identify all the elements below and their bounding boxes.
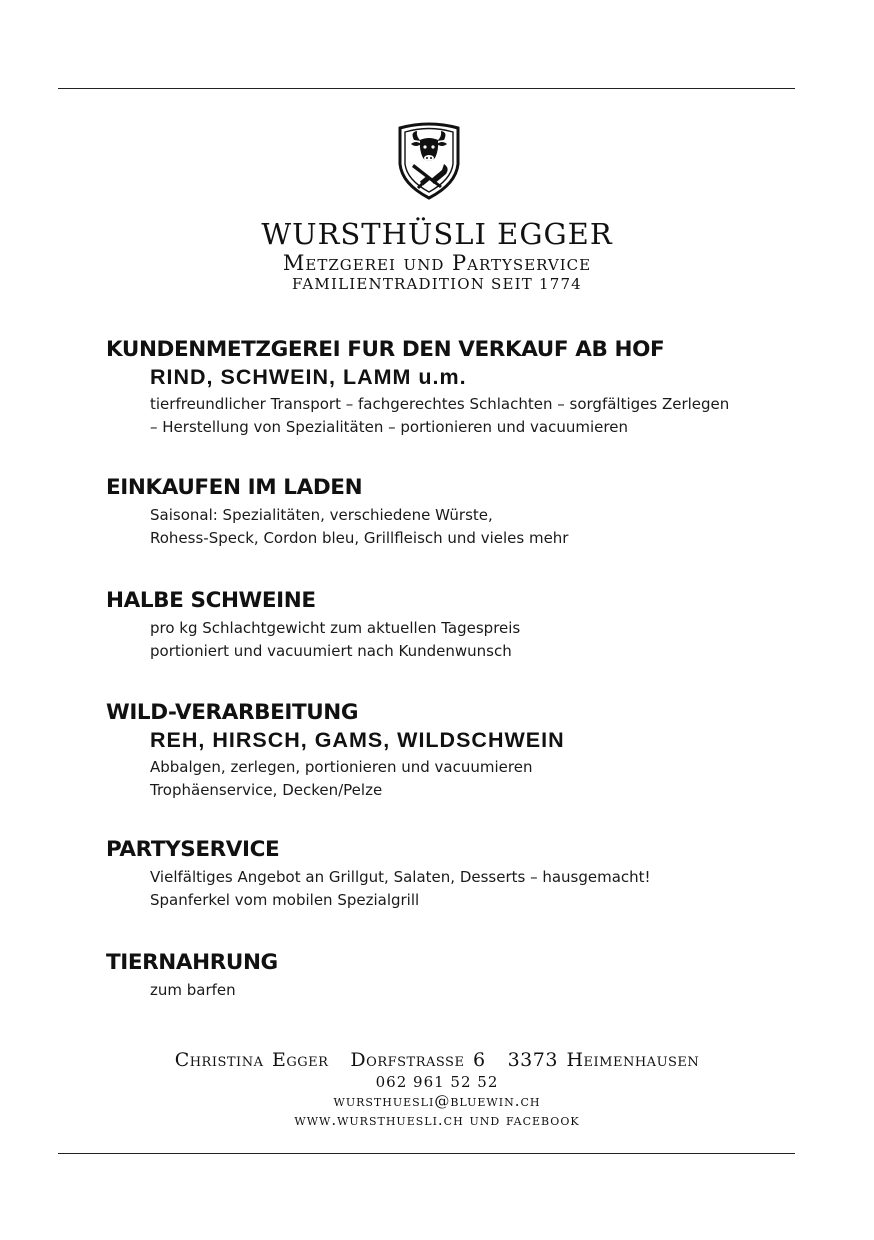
section-wild-verarbeitung [106,700,806,802]
section-tiernahrung [106,950,806,1002]
section-title: PARTYSERVICE [106,837,280,862]
section-title: TIERNAHRUNG [106,950,278,975]
section-line: zum barfen [150,981,236,999]
section-halbe-schweine [106,588,806,663]
contact-street: Dorfstrasse 6 [350,1049,486,1071]
section-line: Abbalgen, zerlegen, portionieren und vacuumieren [150,758,533,776]
section-line: Spanferkel vom mobilen Spezialgrill [150,891,420,909]
section-line: – Herstellung von Spezialitäten – portionieren und vacuumieren [150,418,628,436]
section-title: EINKAUFEN IM LADEN [106,475,363,500]
brand-tradition: FAMILIENTRADITION SEIT 1774 [292,275,582,293]
section-line: Saisonal: Spezialitäten, verschiedene Würste, [150,506,493,524]
section-line: Trophäenservice, Decken/Pelze [150,781,383,799]
section-title: HALBE SCHWEINE [106,588,316,613]
section-line: tierfreundlicher Transport – fachgerechtes Schlachten – sorgfältiges Zerlegen [150,395,730,413]
cow-head-crest-icon [394,120,464,200]
contact-email[interactable]: wursthuesli@bluewin.ch [333,1092,541,1110]
section-line: Rohess-Speck, Cordon bleu, Grillfleisch und vieles mehr [150,529,569,547]
section-title: WILD-VERARBEITUNG [106,700,359,725]
brand-subtitle: Metzgerei und Partyservice [282,251,592,275]
contact-address [0,1047,874,1073]
section-title: KUNDENMETZGEREI FUR DEN VERKAUF AB HOF [106,337,665,362]
section-line: pro kg Schlachtgewicht zum aktuellen Tagespreis [150,619,521,637]
brand-block [0,216,874,294]
section-einkaufen [106,475,806,550]
contact-city: 3373 Heimenhausen [507,1049,700,1071]
section-partyservice [106,837,806,912]
section-highlight: REH, HIRSCH, GAMS, WILDSCHWEIN [150,728,565,752]
contact-block [0,1047,874,1130]
top-divider [58,88,795,89]
contact-web[interactable]: www.wursthuesli.ch und facebook [294,1111,580,1129]
section-line: portioniert und vacuumiert nach Kundenwunsch [150,642,512,660]
brand-name: WURSTHÜSLI EGGER [261,217,613,251]
section-kundenmetzgerei [106,337,806,439]
section-highlight: RIND, SCHWEIN, LAMM u.m. [150,365,467,389]
section-line: Vielfältiges Angebot an Grillgut, Salaten, Desserts – hausgemacht! [150,868,651,886]
contact-person: Christina Egger [174,1049,329,1071]
bottom-divider [58,1153,795,1154]
contact-phone[interactable]: 062 961 52 52 [375,1073,499,1091]
